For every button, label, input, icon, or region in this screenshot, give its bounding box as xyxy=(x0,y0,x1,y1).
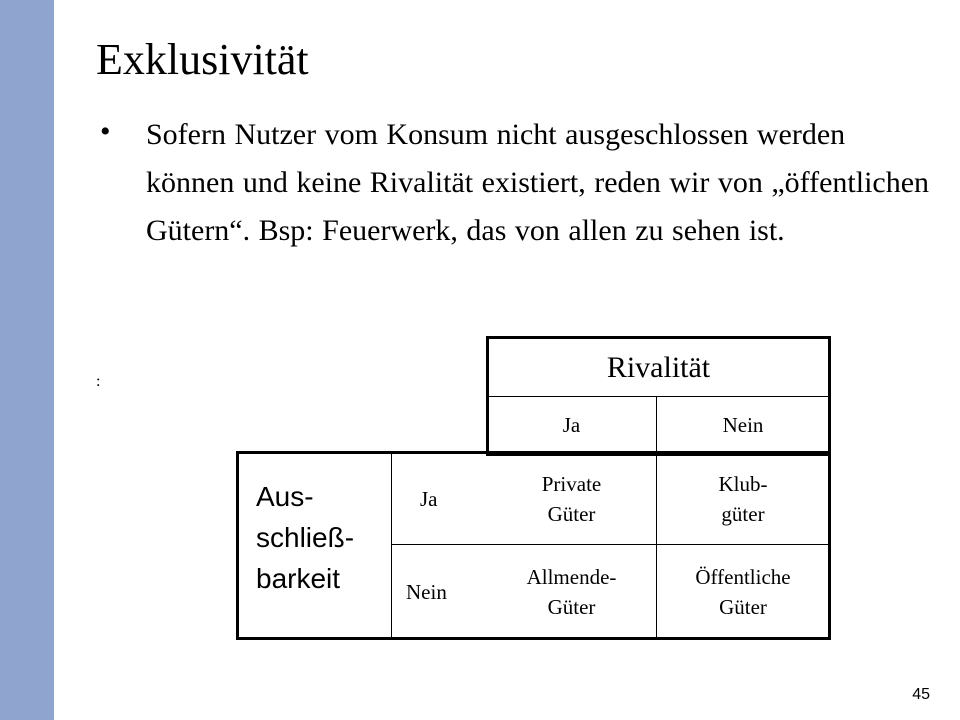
cell-line: Güter xyxy=(547,502,596,526)
row-header-line: schließ- xyxy=(256,522,355,553)
page-number: 45 xyxy=(912,686,930,703)
cell-line: Klub- xyxy=(718,472,768,496)
row-value-nein: Nein xyxy=(406,579,447,604)
bullet-text: Sofern Nutzer vom Konsum nicht ausgeschlossen werden können und keine Rivalität existiert, reden wir von „öffentlichen Gütern“. Bsp: Feuerwerk, das von allen zu sehen ist. xyxy=(146,118,930,247)
cell-line: Güter xyxy=(547,594,596,619)
row-value-ja: Ja xyxy=(420,487,438,511)
row-header-line: barkeit xyxy=(256,563,341,594)
cell-oeffentliche-gueter xyxy=(657,545,829,638)
cell-line: güter xyxy=(721,502,765,526)
column-header-rivalitaet: Rivalität xyxy=(606,350,711,384)
side-bar xyxy=(0,0,54,720)
cell-private-gueter xyxy=(487,454,656,544)
cell-klub-gueter xyxy=(657,454,829,544)
slide-title: Exklusivität xyxy=(96,35,309,84)
cell-allmende-gueter xyxy=(487,545,656,638)
cell-line: Allmende- xyxy=(526,564,617,589)
colon-mark: : xyxy=(96,373,101,390)
cell-line: Güter xyxy=(719,594,767,619)
row-header-line: Aus- xyxy=(256,481,314,512)
cell-line: Private xyxy=(541,472,602,496)
column-value-nein: Nein xyxy=(722,412,764,437)
cell-line: Öffentliche xyxy=(695,564,791,589)
column-value-ja: Ja xyxy=(562,412,581,437)
bullet-marker: • xyxy=(100,115,111,148)
row-header-ausschliessbarkeit xyxy=(256,476,386,599)
